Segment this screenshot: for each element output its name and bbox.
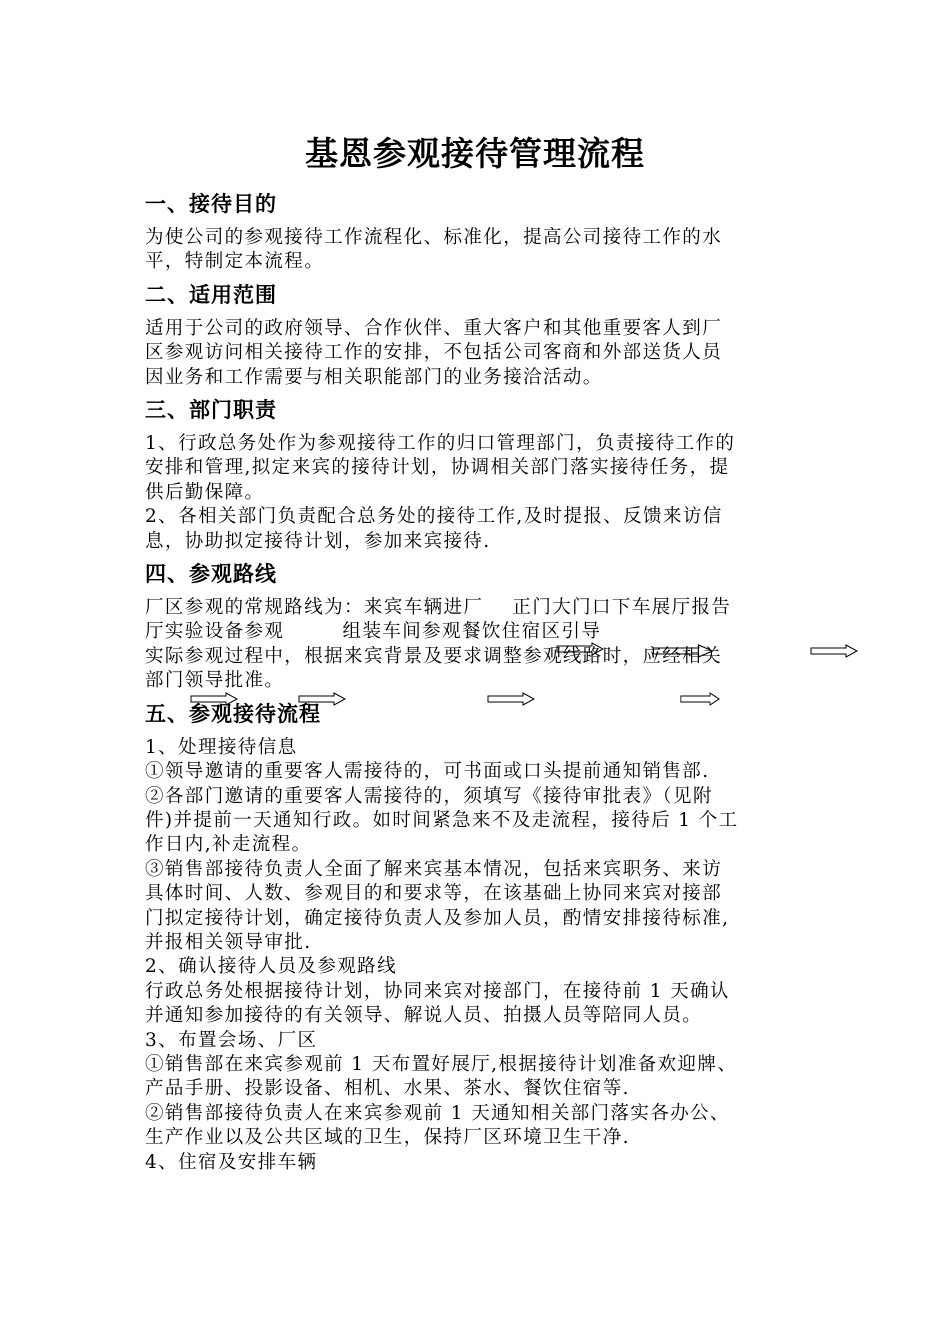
text-line: 为使公司的参观接待工作流程化、标准化，提高公司接待工作的水 <box>145 227 723 248</box>
document-body <box>145 186 825 1181</box>
text-line: 2、各相关部门负责配合总务处的接待工作,及时提报、反馈来访信 <box>145 506 723 528</box>
text-line: ①销售部在来宾参观前 1 天布置好展厅,根据接待计划准备欢迎牌、 <box>145 1053 738 1075</box>
text-line: 因业务和工作需要与相关职能部门的业务接洽活动。 <box>145 366 603 388</box>
text-line: ①领导邀请的重要客人需接待的，可书面或口头提前通知销售部. <box>145 761 710 783</box>
text-line: 1、处理接待信息 <box>145 736 298 758</box>
text-line: 作日内,补走流程。 <box>145 834 312 856</box>
text-line: 供后勤保障。 <box>145 481 265 503</box>
text-line: 安排和管理,拟定来宾的接待计划，协调相关部门落实接待任务，提 <box>145 457 730 479</box>
document-title: 基恩参观接待管理流程 <box>305 134 645 173</box>
text-line: 产品手册、投影设备、相机、水果、茶水、餐饮住宿等. <box>145 1078 630 1100</box>
section <box>145 190 825 275</box>
section-heading: 五、参观接待流程 <box>145 700 321 726</box>
section <box>145 700 825 1175</box>
text-line: ②销售部接待负责人在来宾参观前 1 天通知相关部门落实各办公、 <box>145 1102 730 1124</box>
text-line: 件)并提前一天通知行政。如时间紧急来不及走流程，接待后 1 个工 <box>145 809 739 831</box>
text-line: 厅实验设备参观 组装车间参观餐饮住宿区引导 <box>145 621 602 643</box>
text-line: 1、行政总务处作为参观接待工作的归口管理部门，负责接待工作的 <box>145 433 736 455</box>
text-line: 实际参观过程中，根据来宾背景及要求调整参观线路时，应经相关 <box>145 645 723 667</box>
text-line: 3、布置会场、厂区 <box>145 1029 318 1051</box>
text-line: 区参观访问相关接待工作的安排，不包括公司客商和外部送货人员 <box>145 342 723 364</box>
text-line: 部门领导批准。 <box>145 670 285 692</box>
section <box>145 396 825 554</box>
text-line: 息，协助拟定接待计划，参加来宾接待. <box>145 530 491 552</box>
text-line: 并通知参加接待的有关领导、解说人员、拍摄人员等陪同人员。 <box>145 1005 703 1027</box>
text-line: 适用于公司的政府领导、合作伙伴、重大客户和其他重要客人到厂 <box>145 317 723 339</box>
text-line: 行政总务处根据接待计划，协同来宾对接部门，在接待前 1 天确认 <box>145 980 730 1002</box>
section-heading: 四、参观路线 <box>145 561 277 587</box>
text-line: ②各部门邀请的重要客人需接待的，须填写《接待审批表》（见附 <box>145 785 713 807</box>
text-line: 平，特制定本流程。 <box>145 251 325 273</box>
text-line: 2、确认接待人员及参观路线 <box>145 956 397 978</box>
section-heading: 二、适用范围 <box>145 281 277 307</box>
text-line: 4、住宿及安排车辆 <box>145 1151 318 1173</box>
text-line: 门拟定接待计划，确定接待负责人及参加人员，酌情安排接待标准, <box>145 907 730 929</box>
text-line: 具体时间、人数、参观目的和要求等，在该基础上协同来宾对接部 <box>145 883 723 905</box>
section <box>145 560 825 694</box>
section-heading: 三、部门职责 <box>145 397 277 423</box>
text-line: 生产作业以及公共区域的卫生，保持厂区环境卫生干净. <box>145 1127 630 1149</box>
text-line: 厂区参观的常规路线为：来宾车辆进厂 正门大门口下车展厅报告 <box>145 597 732 619</box>
text-line: 并报相关领导审批. <box>145 931 312 953</box>
section-heading: 一、接待目的 <box>145 191 277 216</box>
section <box>145 281 825 390</box>
text-line: ③销售部接待负责人全面了解来宾基本情况，包括来宾职务、来访 <box>145 858 723 880</box>
